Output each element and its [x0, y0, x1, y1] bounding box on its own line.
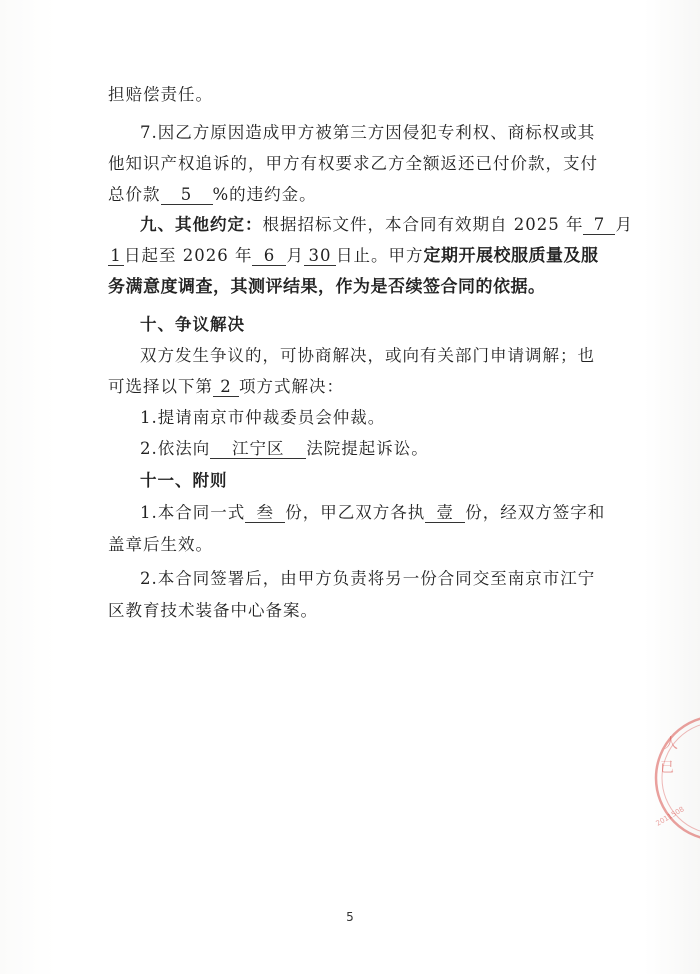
text-line [140, 122, 595, 144]
text-line [140, 502, 605, 524]
section-heading: 十一、附则 [140, 471, 228, 490]
line-text: 可选择以下第 [108, 377, 213, 396]
section-heading: 十、争议解决 [140, 315, 245, 334]
svg-text:人: 人 [664, 736, 678, 752]
filled-blank: 江宁区 [210, 440, 306, 459]
line-text: 1.提请南京市仲裁委员会仲裁。 [140, 408, 386, 427]
text-line [140, 568, 595, 590]
text-line [108, 376, 344, 398]
line-text: 项方式解决： [239, 377, 344, 396]
text-line [108, 84, 213, 106]
line-text: 月 [286, 246, 304, 265]
text-line [140, 407, 385, 429]
line-text: 根据招标文件，本合同有效期自 2025 年 [262, 215, 584, 234]
line-text: 担赔偿责任。 [108, 85, 213, 104]
filled-blank: 叁 [245, 504, 285, 523]
seal-stamp [648, 708, 700, 848]
text-line [108, 184, 317, 206]
text-line [108, 245, 598, 267]
filled-blank: 30 [304, 247, 336, 266]
line-text: 日止。甲方 [335, 246, 424, 265]
filled-blank: 壹 [425, 504, 465, 523]
line-text: 2.依法向 [140, 439, 211, 458]
line-text: 总价款 [108, 185, 161, 204]
line-text: 份，甲乙双方各执 [285, 503, 426, 522]
line-text: 双方发生争议的，可协商解决，或向有关部门申请调解；也 [140, 346, 595, 365]
svg-text:已: 已 [660, 760, 674, 776]
text-line [108, 153, 598, 175]
filled-blank: 5 [161, 186, 213, 205]
line-text: 他知识产权追诉的，甲方有权要求乙方全额返还已付价款，支付 [108, 154, 598, 173]
text-line [140, 314, 245, 336]
text-line [108, 600, 318, 622]
line-text: 区教育技术装备中心备案。 [108, 601, 318, 620]
svg-text:2011508: 2011508 [654, 805, 686, 828]
line-text: 份，经双方签字和 [465, 503, 606, 522]
line-text: 月 [615, 215, 633, 234]
line-text: 日起至 2026 年 [124, 246, 253, 265]
page-number: 5 [346, 910, 354, 924]
text-line [140, 214, 633, 236]
filled-blank: 2 [213, 378, 239, 397]
line-text: 盖章后生效。 [108, 535, 213, 554]
filled-blank: 6 [252, 247, 286, 266]
line-text: 2.本合同签署后，由甲方负责将另一份合同交至南京市江宁 [140, 569, 596, 588]
text-line [108, 276, 546, 298]
line-text: %的违约金。 [212, 185, 317, 204]
text-line [140, 438, 429, 460]
filled-blank: 7 [583, 216, 615, 235]
text-line [108, 534, 213, 556]
section-heading: 九、其他约定： [140, 215, 263, 234]
filled-blank: 1 [108, 247, 124, 266]
text-line [140, 470, 228, 492]
bold-text: 务满意度调查，其测评结果，作为是否续签合同的依据。 [108, 277, 546, 297]
line-text: 1.本合同一式 [140, 503, 246, 522]
bold-text: 定期开展校服质量及服 [423, 246, 599, 266]
line-text: 法院提起诉讼。 [306, 439, 429, 458]
text-line [140, 345, 595, 367]
line-text: 7.因乙方原因造成甲方被第三方因侵犯专利权、商标权或其 [140, 123, 596, 142]
